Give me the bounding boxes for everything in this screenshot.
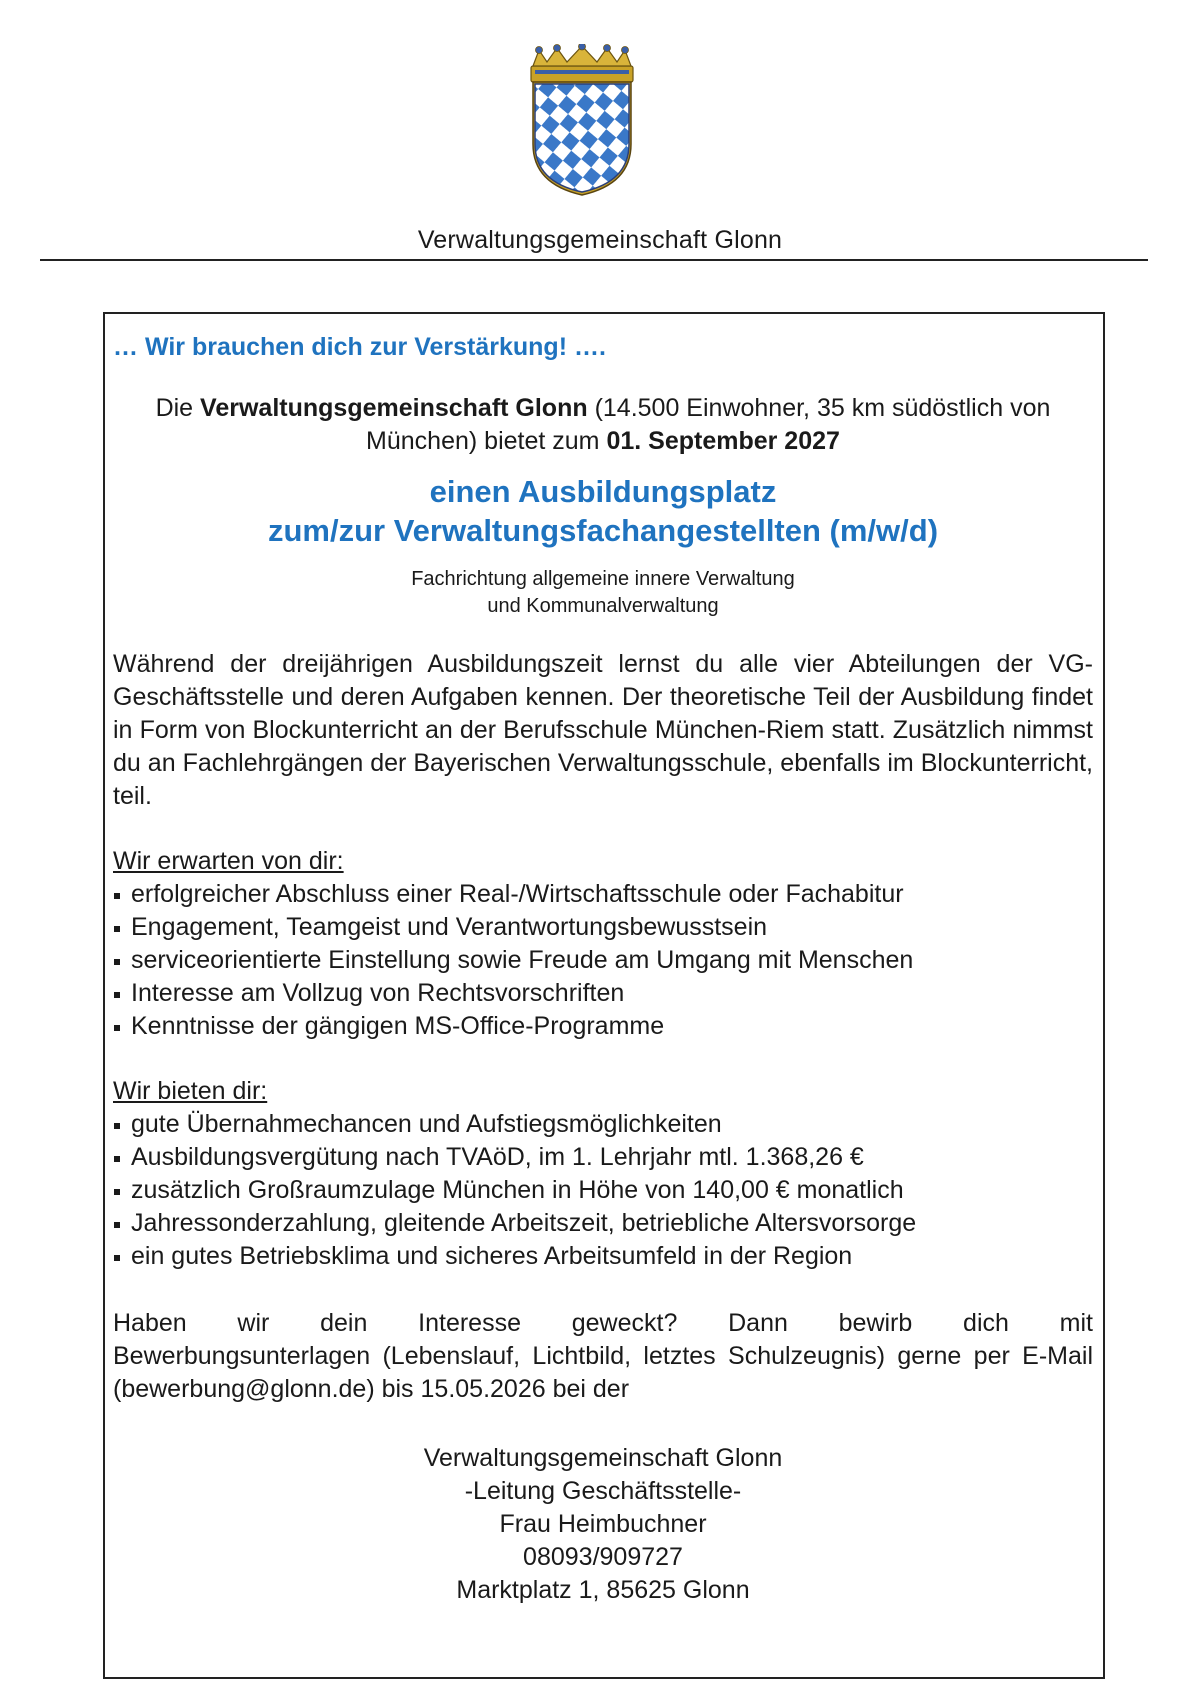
headline-line-1: einen Ausbildungsplatz	[429, 474, 777, 509]
intro-middle: (14.500 Einwohner, 35 km südöstlich von München) bietet zum	[366, 394, 1051, 455]
headline-line-2: zum/zur Verwaltungsfachangestellten (m/w/d)	[267, 513, 939, 548]
position-headline	[113, 472, 1093, 550]
contact-block	[113, 1442, 1093, 1607]
list-item: Kenntnisse der gängigen MS-Office-Programme	[113, 1010, 1093, 1043]
tagline: … Wir brauchen dich zur Verstärkung! ….	[113, 333, 606, 361]
list-item: Jahressonderzahlung, gleitende Arbeitszeit, betriebliche Altersvorsorge	[113, 1207, 1093, 1240]
intro-paragraph	[113, 392, 1093, 458]
intro-start-date: 01. September 2027	[606, 427, 840, 455]
organization-header: Verwaltungsgemeinschaft Glonn	[417, 226, 783, 254]
application-line-1: Haben wir dein Interesse geweckt? Dann bewirb dich mit	[113, 1309, 1093, 1337]
intro-prefix: Die	[155, 394, 201, 422]
specialization-line-2: und Kommunalverwaltung	[487, 595, 719, 617]
list-item: ein gutes Betriebsklima und sicheres Arbeitsumfeld in der Region	[113, 1240, 1093, 1273]
expectations-list	[113, 878, 1093, 1043]
list-item: zusätzlich Großraumzulage München in Höhe von 140,00 € monatlich	[113, 1174, 1093, 1207]
contact-address: Marktplatz 1, 85625 Glonn	[456, 1576, 750, 1604]
contact-organization: Verwaltungsgemeinschaft Glonn	[423, 1444, 783, 1472]
list-item: serviceorientierte Einstellung sowie Freude am Umgang mit Menschen	[113, 944, 1093, 977]
application-instructions	[113, 1307, 1093, 1406]
list-item: Ausbildungsvergütung nach TVAöD, im 1. Lehrjahr mtl. 1.368,26 €	[113, 1141, 1093, 1174]
list-item: Interesse am Vollzug von Rechtsvorschriften	[113, 977, 1093, 1010]
training-description: Während der dreijährigen Ausbildungszeit lernst du alle vier Abteilungen der VG-Geschäftsstelle und deren Aufgaben kennen. Der theoretische Teil der Ausbildung findet in Form von Blockunterricht an der Berufsschule München-Riem statt. Zusätzlich nimmst du an Fachlehrgängen der Bayerischen Verwaltungsschule, ebenfalls im Blockunterricht, teil.	[113, 650, 1093, 810]
offers-heading: Wir bieten dir:	[113, 1077, 268, 1105]
specialization-line-1: Fachrichtung allgemeine innere Verwaltung	[411, 568, 795, 590]
list-item: Engagement, Teamgeist und Verantwortungsbewusstsein	[113, 911, 1093, 944]
expectations-heading: Wir erwarten von dir:	[113, 847, 344, 875]
crown-icon	[531, 44, 633, 82]
contact-phone: 08093/909727	[523, 1543, 683, 1571]
intro-organization: Verwaltungsgemeinschaft Glonn	[200, 394, 588, 422]
offers-list	[113, 1108, 1093, 1273]
bavarian-coat-of-arms-icon	[525, 44, 639, 196]
list-item: gute Übernahmechancen und Aufstiegsmöglichkeiten	[113, 1108, 1093, 1141]
list-item: erfolgreicher Abschluss einer Real-/Wirtschaftsschule oder Fachabitur	[113, 878, 1093, 911]
application-rest: Bewerbungsunterlagen (Lebenslauf, Lichtbild, letztes Schulzeugnis) gerne per E-Mail (bewerbung@glonn.de) bis 15.05.2026 bei der	[113, 1342, 1093, 1403]
contact-department: -Leitung Geschäftsstelle-	[464, 1477, 742, 1505]
specialization	[113, 566, 1093, 620]
contact-person: Frau Heimbuchner	[499, 1510, 707, 1538]
job-ad-content	[113, 332, 1093, 1607]
header-divider	[40, 259, 1148, 261]
